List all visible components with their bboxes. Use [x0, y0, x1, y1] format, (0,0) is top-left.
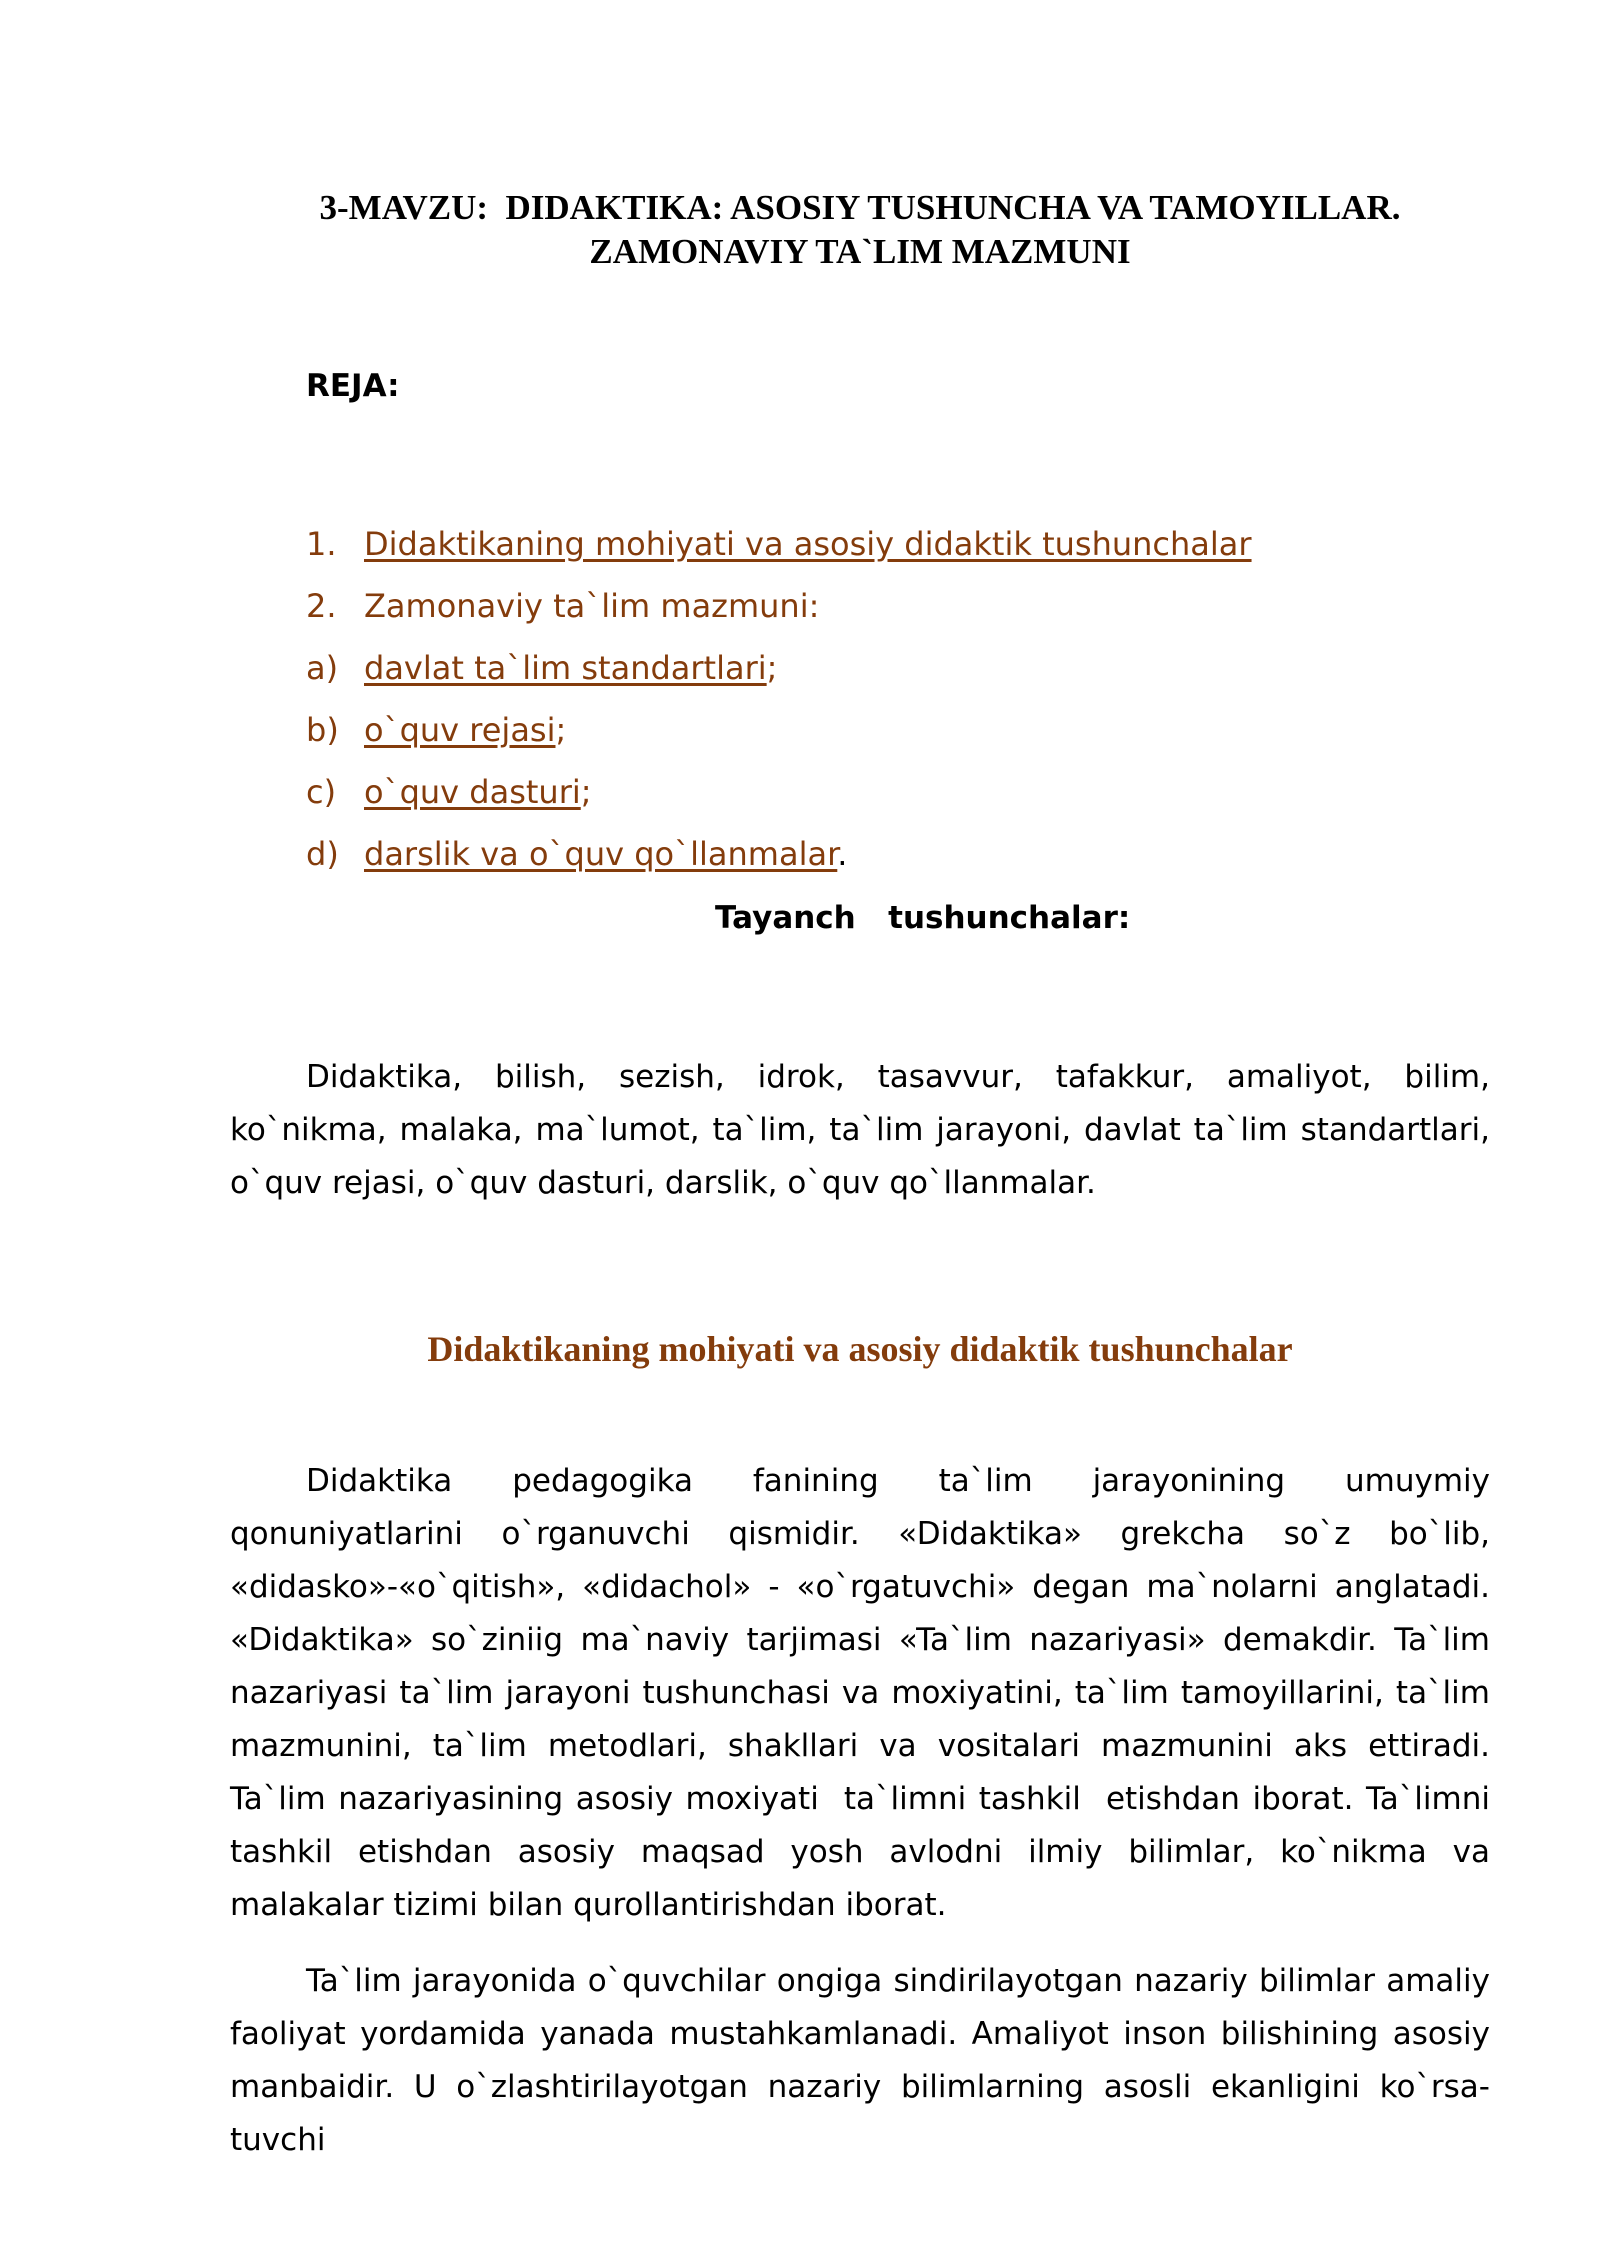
plan-link-darslik[interactable]: darslik va o`quv qo`llanmalar — [364, 835, 838, 873]
plan-item-b — [306, 710, 1252, 772]
plan-item-tail: . — [837, 835, 848, 873]
plan-item-1 — [306, 524, 1252, 586]
plan-item-tail: ; — [766, 649, 778, 687]
plan-item-c — [306, 772, 1252, 834]
plan-item-marker: a) — [306, 649, 339, 687]
key-terms-heading: Tayanch tushunchalar: — [715, 900, 1131, 936]
plan-item-marker: 1. — [306, 525, 337, 563]
plan-list — [306, 524, 1252, 896]
plan-item-marker: 2. — [306, 587, 337, 625]
plan-link-rejasi[interactable]: o`quv rejasi — [364, 711, 556, 749]
plan-item-marker: d) — [306, 835, 339, 873]
title-line-1: 3-MAVZU: DIDAKTIKA: ASOSIY TUSHUNCHA VA TAMOYILLAR. — [319, 188, 1401, 227]
plan-item-tail: ; — [580, 773, 592, 811]
title-line-2: ZAMONAVIY TA`LIM MAZMUNI — [589, 232, 1131, 271]
section-heading: Didaktikaning mohiyati va asosiy didaktik tushunchalar — [427, 1329, 1293, 1369]
body-paragraph-1: Didaktika pedagogika fanining ta`lim jarayonining umuymiy qonuniyatlarini o`rganuvchi qismidir. «Didaktika» grekcha so`z bo`lib, «didasko»-«o`qitish», «didachol» - «o`rgatuvchi» degan ma`nolarni anglatadi. «Didaktika» so`ziniig ma`naviy tarjimasi «Ta`lim nazariyasi» demakdir. Ta`lim nazariyasi ta`lim jarayoni tushunchasi va moxiyatini, ta`lim tamoyillarini, ta`lim mazmunini, ta`lim metodlari, shakllari va vositalari mazmunini aks ettiradi. Ta`lim nazariyasining asosiy moxiyati ta`limni tashkil etishdan iborat. Ta`limni tashkil etishdan asosiy maqsad yosh avlodni ilmiy bilimlar, ko`nikma va malakalar tizimi bilan qurollantirishdan iborat. — [230, 1463, 1520, 1923]
key-terms-paragraph: Didaktika, bilish, sezish, idrok, tasavvur, tafakkur, amaliyot, bilim, ko`nikma, malaka, ma`lumot, ta`lim, ta`lim jarayoni, davlat ta`lim standartlari, o`quv rejasi, o`quv dasturi, darslik, o`quv qo`llanmalar. — [230, 1059, 1490, 1201]
plan-item-marker: b) — [306, 711, 339, 749]
plan-item-marker: c) — [306, 773, 337, 811]
plan-link-didaktika[interactable]: Didaktikaning mohiyati va asosiy didaktik tushunchalar — [364, 525, 1252, 563]
plan-heading: REJA: — [306, 368, 400, 404]
plan-link-dasturi[interactable]: o`quv dasturi — [364, 773, 581, 811]
body-paragraph-2: Ta`lim jarayonida o`quvchilar ongiga sindirilayotgan nazariy bilimlar amaliy faoliyat yordamida yanada mustahkamlanadi. Amaliyot inson bilishining asosiy manbaidir. U o`zlashtirilayotgan nazariy bilimlarning asosli ekanligini ko`rsa-tuvchi — [230, 1963, 1490, 2158]
document-title — [230, 186, 1490, 274]
plan-item-d — [306, 834, 1252, 896]
plan-item-text: Zamonaviy ta`lim mazmuni: — [364, 587, 820, 625]
plan-item-a — [306, 648, 1252, 710]
plan-item-2 — [306, 586, 1252, 648]
plan-item-tail: ; — [555, 711, 567, 749]
plan-link-standartlar[interactable]: davlat ta`lim standartlari — [364, 649, 767, 687]
